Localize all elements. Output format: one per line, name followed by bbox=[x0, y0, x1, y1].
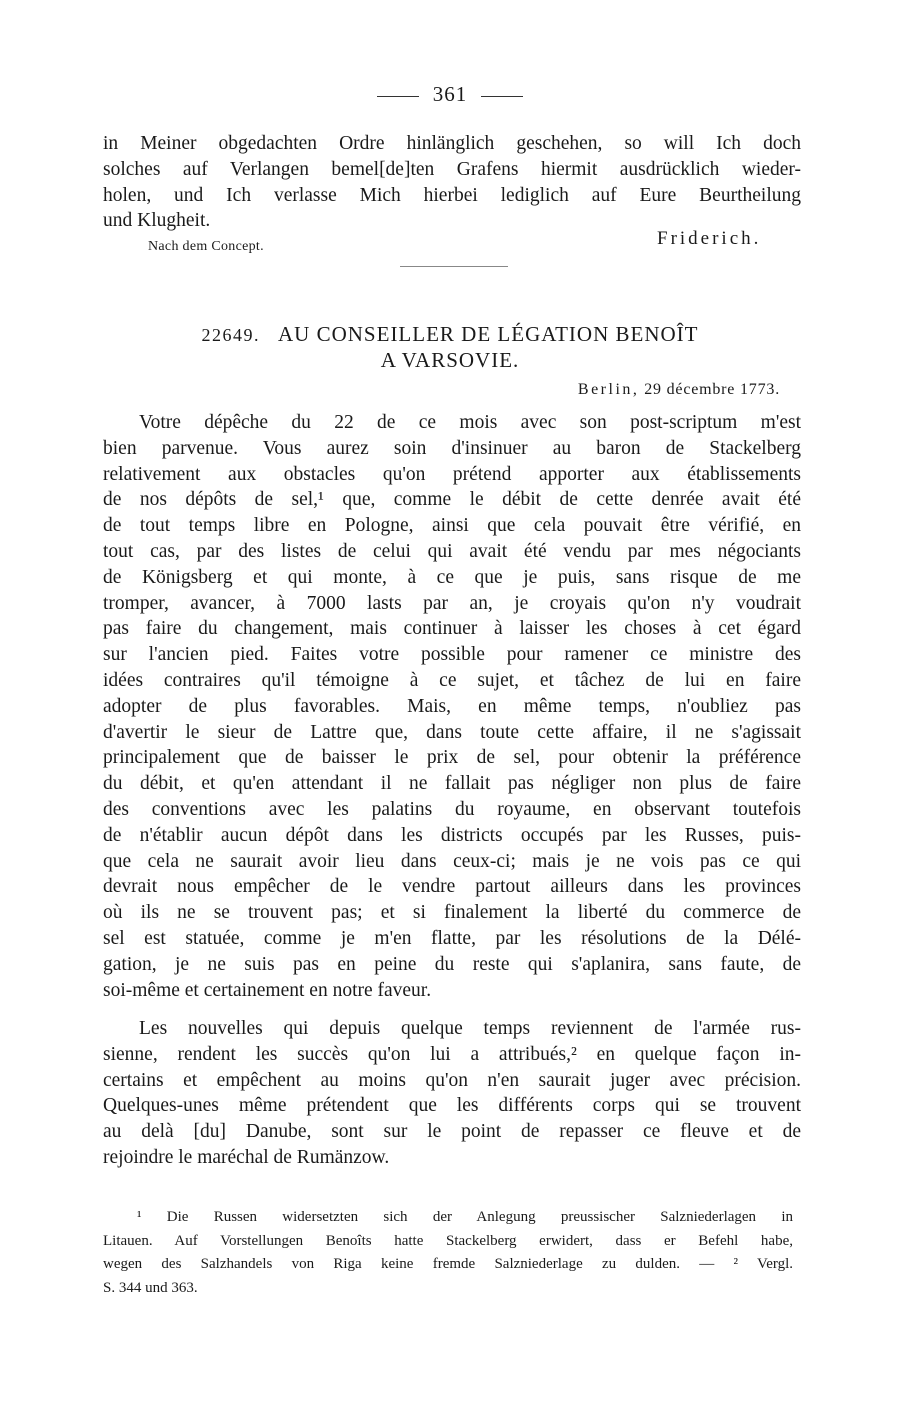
dateline-place: Berlin, bbox=[577, 381, 640, 398]
text-line: holen, und Ich verlasse Mich hierbei lediglich auf Eure Beurtheilung bbox=[103, 184, 801, 206]
text-line: principalement que de baisser le prix de sel, pour obtenir la préférence bbox=[103, 747, 801, 769]
text-line: d'avertir le sieur de Lattre que, dans toute cette affaire, il ne s'agissait bbox=[103, 721, 801, 743]
footnote-line: Litauen. Auf Vorstellungen Benoîts hatte Stackelberg erwidert, dass er Befehl habe, bbox=[103, 1232, 793, 1249]
text-line: de nos dépôts de sel,¹ que, comme le débit de cette denrée avait été bbox=[103, 489, 801, 511]
text-line: devrait nous empêcher de le vendre partout ailleurs dans les provinces bbox=[103, 876, 801, 898]
text-line: Les nouvelles qui depuis quelque temps reviennent de l'armée rus- bbox=[139, 1018, 801, 1039]
text-line: sur l'ancien pied. Faites votre possible pour ramener ce ministre des bbox=[103, 644, 801, 666]
text-line: tout cas, par des listes de celui qui avait été vendu par mes négociants bbox=[103, 540, 801, 562]
footnote-line: wegen des Salzhandels von Riga keine fremde Salzniederlage zu dulden. — ² Vergl. bbox=[103, 1256, 793, 1272]
header-dash-right bbox=[481, 96, 523, 97]
paragraph-1 bbox=[103, 410, 801, 1003]
text-line: pas faire du changement, mais continuer à laisser les choses à cet égard bbox=[103, 618, 801, 640]
text-line: Quelques-unes même prétendent que les différents corps qui se trouvent bbox=[103, 1095, 801, 1117]
text-line: sel est statuée, comme je m'en flatte, par les résolutions de la Délé- bbox=[103, 927, 801, 949]
source-note: Nach dem Concept. bbox=[148, 239, 264, 254]
footnote-line: ¹ Die Russen widersetzten sich der Anlegung preussischer Salzniederlagen in bbox=[137, 1209, 793, 1225]
text-line: soi-même et certainement en notre faveur. bbox=[103, 979, 432, 1001]
text-line: des conventions avec les palatins du royaume, en observant toutefois bbox=[103, 798, 801, 820]
text-line: idées contraires qu'il témoigne à ce sujet, et tâchez de lui en faire bbox=[103, 669, 801, 691]
signature: Friderich. bbox=[657, 228, 762, 249]
text-line: und Klugheit. bbox=[103, 210, 211, 232]
text-line: que cela ne saurait avoir lieu dans ceux-ci; mais je ne vois pas ce qui bbox=[103, 850, 801, 872]
paragraph-2 bbox=[103, 1016, 801, 1171]
letter-number: 22649. bbox=[201, 325, 261, 345]
text-line: gation, je ne suis pas en peine du reste qui s'aplanira, sans faute, de bbox=[103, 953, 801, 975]
text-line: de Königsberg et qui monte, à ce que je puis, sans risque de me bbox=[103, 566, 801, 588]
text-line: bien parvenue. Vous aurez soin d'insinuer au baron de Stackelberg bbox=[103, 437, 801, 459]
section-divider bbox=[400, 266, 508, 267]
header-dash-left bbox=[377, 96, 419, 97]
text-line: certains et empêchent au moins qu'on n'en saurait juger avec précision. bbox=[103, 1069, 801, 1091]
text-line: tromper, avancer, à 7000 lasts par an, je croyais qu'on n'y voudrait bbox=[103, 592, 801, 614]
text-line: relativement aux obstacles qu'on prétend apporter aux établissements bbox=[103, 463, 801, 485]
letter-title-line2: A VARSOVIE. bbox=[380, 348, 520, 372]
dateline bbox=[578, 381, 780, 399]
text-line: rejoindre le maréchal de Rumänzow. bbox=[103, 1146, 390, 1168]
dateline-date: 29 décembre 1773. bbox=[644, 381, 780, 398]
footnotes bbox=[103, 1206, 793, 1300]
text-line: sienne, rendent les succès qu'on lui a attribués,² en quelque façon in- bbox=[103, 1043, 801, 1065]
footnote-line: S. 344 und 363. bbox=[103, 1279, 198, 1296]
text-line: adopter de plus favorables. Mais, en même temps, n'oubliez pas bbox=[103, 695, 801, 717]
text-line: in Meiner obgedachten Ordre hinlänglich geschehen, so will Ich doch bbox=[103, 133, 801, 154]
text-line: où ils ne se trouvent pas; et si finalement la liberté du commerce de bbox=[103, 902, 801, 924]
text-line: du débit, et qu'en attendant il ne fallait pas négliger non plus de faire bbox=[103, 773, 801, 795]
text-line: de n'établir aucun dépôt dans les districts occupés par les Russes, puis- bbox=[103, 824, 801, 846]
text-line: au delà [du] Danube, sont sur le point de repasser ce fleuve et de bbox=[103, 1121, 801, 1143]
text-line: Votre dépêche du 22 de ce mois avec son post-scriptum m'est bbox=[139, 412, 801, 433]
page-number: 361 bbox=[432, 82, 468, 106]
text-line: de tout temps libre en Pologne, ainsi que cela pouvait être vérifié, en bbox=[103, 515, 801, 537]
letter-heading bbox=[0, 322, 900, 347]
text-line: solches auf Verlangen bemel[de]ten Grafens hiermit ausdrücklich wieder- bbox=[103, 158, 801, 180]
letter-title-line1: AU CONSEILLER DE LÉGATION BENOÎT bbox=[278, 322, 699, 346]
page-header bbox=[0, 82, 900, 107]
continuation-text bbox=[103, 131, 801, 234]
